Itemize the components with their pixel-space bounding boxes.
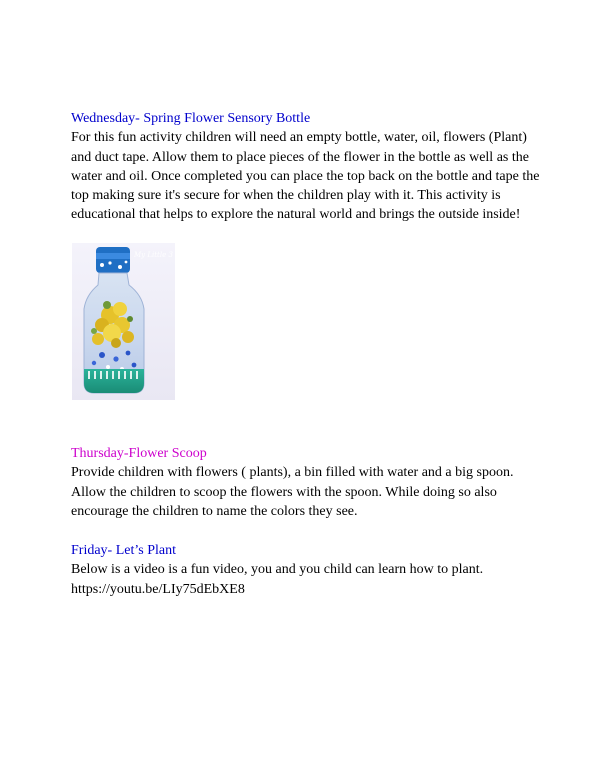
wednesday-heading: Wednesday- Spring Flower Sensory Bottle xyxy=(71,111,311,126)
video-link[interactable]: https://youtu.be/LIy75dEbXE8 xyxy=(71,581,245,597)
friday-body: Below is a video is a fun video, you and you child can learn how to plant. xyxy=(71,562,484,578)
wednesday-body: For this fun activity children will need an empty bottle, water, oil, flowers (Plant) and duct tape. Allow them to place pieces of the flower in the bottle as well as the water and oil. Once completed you can place the top back on the bottle and tape the top making sure it's secure for when the children play with it. This activity is educational that helps to explore the natural world and brings the outside inside! xyxy=(71,130,540,223)
wednesday-section xyxy=(71,109,541,225)
sensory-bottle-image xyxy=(72,243,175,400)
bottle-cap xyxy=(96,247,130,273)
thursday-heading: Thursday-Flower Scoop xyxy=(71,446,207,461)
photo-watermark: My Little 3 xyxy=(134,251,173,259)
thursday-body: Provide children with flowers ( plants), a bin filled with water and a big spoon. Allow the children to scoop the flowers with the spoon. While doing so also encourage the children to name the colors they see. xyxy=(71,465,514,519)
friday-section xyxy=(71,541,541,599)
friday-heading: Friday- Let’s Plant xyxy=(71,543,176,558)
thursday-section xyxy=(71,444,541,521)
sensory-bottle-photo xyxy=(72,243,175,400)
